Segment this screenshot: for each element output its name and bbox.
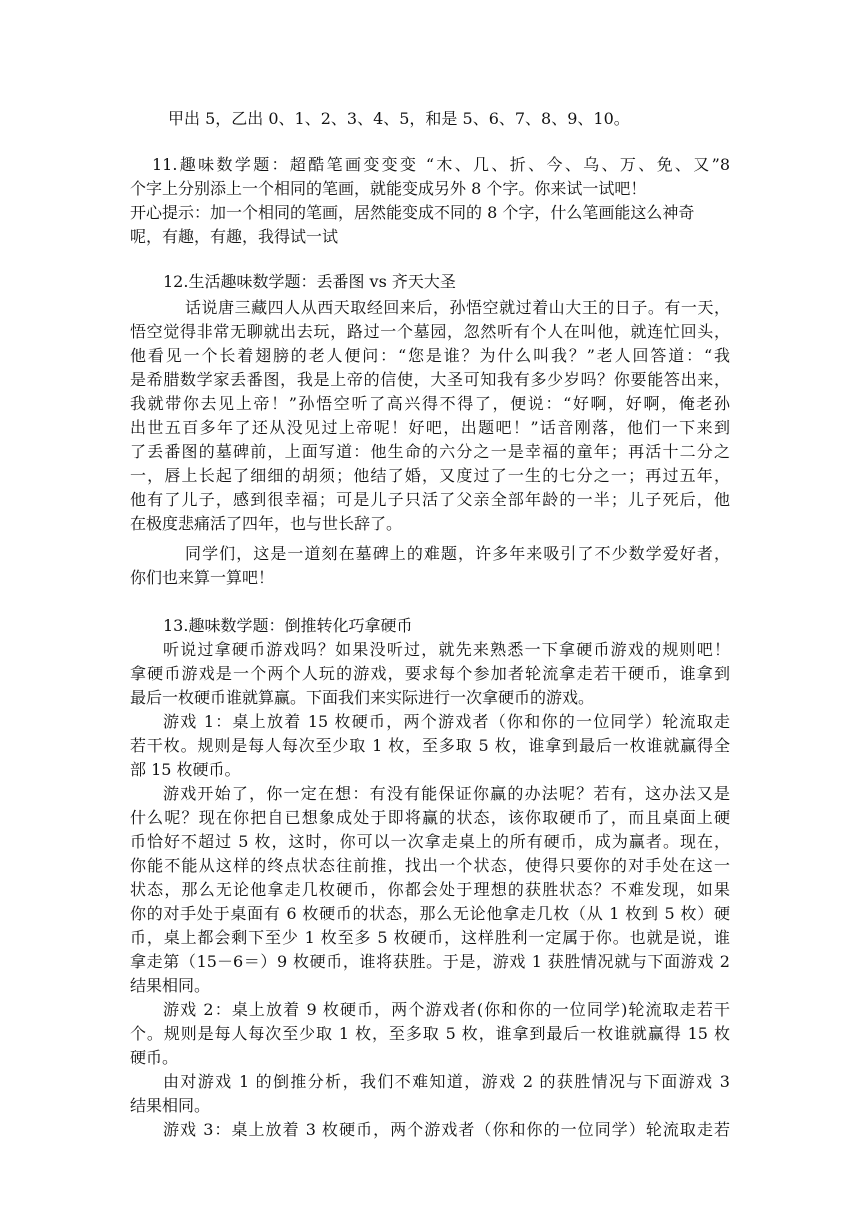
- paragraph-line: 你的对手处于桌面有 6 枚硬币的状态，那么无论他拿走几枚（从 1 枚到 5 枚）硬: [130, 904, 730, 923]
- paragraph-line: 由对游戏 1 的倒推分析，我们不难知道，游戏 2 的获胜情况与下面游戏 3: [163, 1072, 730, 1091]
- paragraph-line: 币恰好不超过 5 枚，这时，你可以一次拿走桌上的所有硬币，成为赢者。现在，: [130, 832, 730, 851]
- paragraph-line: 话说唐三藏四人从西天取经回来后，孙悟空就过着山大王的日子。有一天，: [185, 298, 730, 317]
- paragraph-line: 结果相同。: [130, 976, 211, 995]
- paragraph-line: 若干枚。规则是每人每次至少取 1 枚，至多取 5 枚，谁拿到最后一枚谁就赢得全: [130, 736, 730, 755]
- paragraph-line: 了丢番图的墓碑前，上面写道：他生命的六分之一是幸福的童年；再活十二分之: [130, 442, 730, 461]
- paragraph-line: 游戏 1：桌上放着 15 枚硬币，两个游戏者（你和你的一位同学）轮流取走: [163, 712, 730, 731]
- paragraph-line: 游戏 2：桌上放着 9 枚硬币，两个游戏者(你和你的一位同学)轮流取走若干: [163, 1000, 730, 1019]
- paragraph-line: 最后一枚硬币谁就算赢。下面我们来实际进行一次拿硬币的游戏。: [130, 688, 595, 707]
- paragraph-line: 他有了儿子，感到很幸福；可是儿子只活了父亲全部年龄的一半；儿子死后，他: [130, 490, 730, 509]
- paragraph-line: 部 15 枚硬币。: [130, 760, 241, 779]
- paragraph-line: 听说过拿硬币游戏吗？如果没听过，就先来熟悉一下拿硬币游戏的规则吧！: [163, 640, 730, 659]
- paragraph-line: 拿走第（15－6＝）9 枚硬币，谁将获胜。于是，游戏 1 获胜情况就与下面游戏 2: [130, 952, 730, 971]
- paragraph-line: 在极度悲痛活了四年，也与世长辞了。: [130, 514, 403, 533]
- paragraph-line: 出世五百多年了还从没见过上帝呢！好吧，出题吧！”话音刚落，他们一下来到: [130, 418, 730, 437]
- paragraph-line: 同学们，这是一道刻在墓碑上的难题，许多年来吸引了不少数学爱好者，: [185, 544, 730, 563]
- paragraph-line: 个。规则是每人每次至少取 1 枚，至多取 5 枚，谁拿到最后一枚谁就赢得 15 枚: [130, 1024, 730, 1043]
- paragraph-line: 状态，那么无论他拿走几枚硬币，你都会处于理想的获胜状态？不难发现，如果: [130, 880, 730, 899]
- text-line: 个字上分别添上一个相同的笔画，就能变成另外 8 个字。你来试一试吧！: [130, 179, 647, 198]
- hint-line: 开心提示：加一个相同的笔画，居然能变成不同的 8 个字，什么笔画能这么神奇: [130, 203, 695, 222]
- paragraph-line: 我就带你去见上帝！”孙悟空听了高兴得不得了，便说：“好啊，好啊，俺老孙: [130, 394, 730, 413]
- paragraph-line: 悟空觉得非常无聊就出去玩，路过一个墓园，忽然听有个人在叫他，就连忙回头，: [130, 322, 730, 341]
- paragraph-line: 一，唇上长起了细细的胡须；他结了婚，又度过了一生的七分之一；再过五年，: [130, 466, 730, 485]
- paragraph-line: 结果相同。: [130, 1096, 211, 1115]
- text-line-answer: 甲出 5，乙出 0、1、2、3、4、5，和是 5、6、7、8、9、10。: [168, 109, 630, 128]
- paragraph-line: 是希腊数学家丢番图，我是上帝的信使，大圣可知我有多少岁吗？你要能答出来，: [130, 370, 730, 389]
- paragraph-line: 游戏 3：桌上放着 3 枚硬币，两个游戏者（你和你的一位同学）轮流取走若: [163, 1120, 730, 1139]
- paragraph-line: 他看见一个长着翅膀的老人便问：“您是谁？为什么叫我？”老人回答道：“我: [130, 346, 730, 365]
- paragraph-line: 你们也来算一算吧！: [130, 568, 275, 587]
- paragraph-line: 你能不能从这样的终点状态往前推，找出一个状态，使得只要你的对手处在这一: [130, 856, 730, 875]
- hint-line: 呢，有趣，有趣，我得试一试: [130, 227, 339, 246]
- heading-11: 11.趣味数学题：超酷笔画变变变 “木、几、折、今、乌、万、免、又”8: [152, 155, 730, 174]
- heading-12: 12.生活趣味数学题：丢番图 vs 齐天大圣: [163, 272, 456, 291]
- paragraph-line: 什么呢？现在你把自已想象成处于即将赢的状态，该你取硬币了，而且桌面上硬: [130, 808, 730, 827]
- heading-13: 13.趣味数学题：倒推转化巧拿硬币: [163, 616, 413, 635]
- paragraph-line: 币，桌上都会剩下至少 1 枚至多 5 枚硬币，这样胜利一定属于你。也就是说，谁: [130, 928, 730, 947]
- paragraph-line: 拿硬币游戏是一个两个人玩的游戏，要求每个参加者轮流拿走若干硬币，谁拿到: [130, 664, 730, 683]
- paragraph-line: 硬币。: [130, 1048, 179, 1067]
- paragraph-line: 游戏开始了，你一定在想：有没有能保证你赢的办法呢？若有，这办法又是: [163, 784, 730, 803]
